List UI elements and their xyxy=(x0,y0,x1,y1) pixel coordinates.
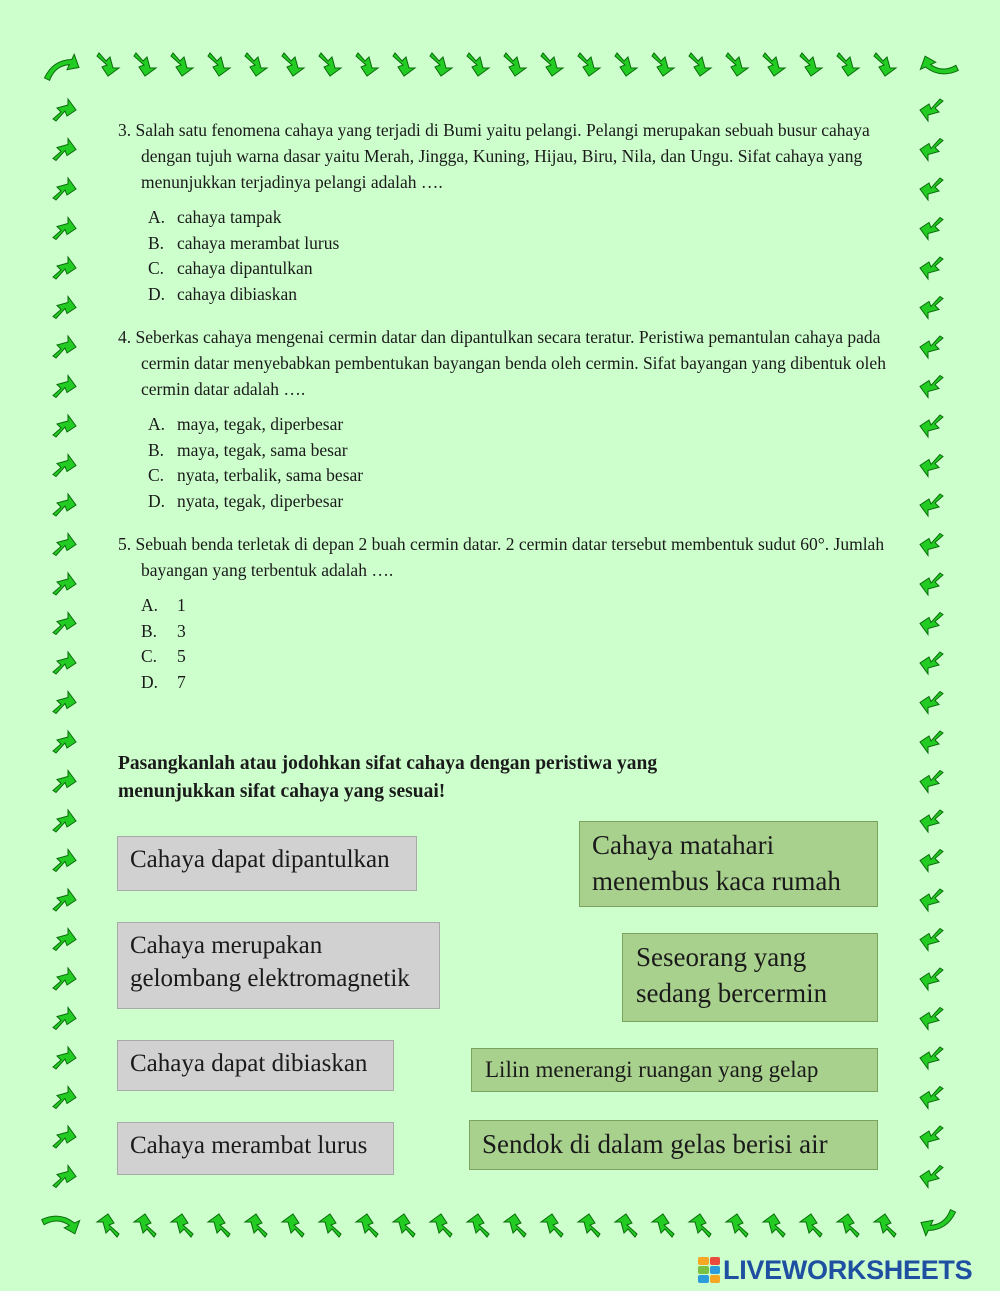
border-arrow-top xyxy=(319,53,341,76)
border-arrow-top xyxy=(837,53,859,76)
border-arrow-top xyxy=(763,53,785,76)
border-arrow-top xyxy=(652,53,674,76)
match-right-card-3[interactable]: Lilin menerangi ruangan yang gelap xyxy=(471,1048,878,1092)
border-arrow-bottom xyxy=(282,1214,304,1237)
border-arrow-right xyxy=(920,415,943,437)
border-arrow-top xyxy=(578,53,600,76)
border-arrow-bottom xyxy=(837,1214,859,1237)
border-arrow-left xyxy=(53,1166,76,1188)
border-arrow-left xyxy=(53,1008,76,1030)
border-arrow-right xyxy=(920,731,943,753)
border-arrow-left xyxy=(53,99,76,121)
border-corner-swoosh xyxy=(40,1208,79,1235)
border-arrow-top xyxy=(356,53,378,76)
border-arrow-right xyxy=(920,850,943,872)
border-arrow-bottom xyxy=(504,1214,526,1237)
border-arrow-bottom xyxy=(800,1214,822,1237)
border-arrow-left xyxy=(53,297,76,319)
border-arrow-right xyxy=(920,1047,943,1069)
match-right-card-4[interactable]: Sendok di dalam gelas berisi air xyxy=(469,1120,878,1170)
match-left-card-2[interactable]: Cahaya merupakan gelombang elektromagnetik xyxy=(117,922,440,1009)
border-arrow-top xyxy=(97,53,119,76)
question-4-options xyxy=(148,412,888,515)
border-arrow-top xyxy=(615,53,637,76)
question-3-option-a[interactable]: A. cahaya tampak xyxy=(148,207,282,227)
border-arrow-left xyxy=(53,336,76,358)
border-arrow-top xyxy=(800,53,822,76)
border-arrow-right xyxy=(920,178,943,200)
border-arrow-right xyxy=(920,218,943,240)
matching-instruction: Pasangkanlah atau jodohkan sifat cahaya dengan peristiwa yang menunjukkan sifat cahaya yang sesuai! xyxy=(118,753,658,802)
border-arrow-bottom xyxy=(726,1214,748,1237)
border-arrow-top xyxy=(504,53,526,76)
border-arrow-left xyxy=(53,1126,76,1148)
border-arrow-bottom xyxy=(541,1214,563,1237)
question-5-option-d[interactable]: D. 7 xyxy=(141,672,186,693)
border-arrow-bottom xyxy=(208,1214,230,1237)
border-arrow-left xyxy=(53,1087,76,1109)
question-4-option-b[interactable]: B. maya, tegak, sama besar xyxy=(148,439,348,460)
border-arrow-left xyxy=(53,929,76,951)
border-arrow-left xyxy=(53,652,76,674)
border-arrow-right xyxy=(920,336,943,358)
question-3-options xyxy=(148,205,888,308)
border-arrow-right xyxy=(920,613,943,635)
border-arrow-top xyxy=(393,53,415,76)
question-3-text: 3. Salah satu fenomena cahaya yang terjadi di Bumi yaitu pelangi. Pelangi merupakan sebuah busur cahaya dengan tujuh warna dasar yaitu Merah, Jingga, Kuning, Hijau, Biru, Nila, dan Ungu. Sifat cahaya yang menunjukkan terjadinya pelangi adalah …. xyxy=(118,120,870,192)
border-arrow-bottom xyxy=(97,1214,119,1237)
border-arrow-right xyxy=(920,534,943,556)
border-arrow-bottom xyxy=(578,1214,600,1237)
border-arrow-bottom xyxy=(874,1214,896,1237)
border-arrow-right xyxy=(920,968,943,990)
question-5-option-c[interactable]: C. 5 xyxy=(141,646,186,667)
liveworksheets-logo-text: LIVEWORKSHEETS xyxy=(723,1254,973,1285)
border-arrow-left xyxy=(53,810,76,832)
border-arrow-right xyxy=(920,99,943,121)
border-arrow-bottom xyxy=(245,1214,267,1237)
border-corner-swoosh xyxy=(40,54,79,81)
match-left-card-4[interactable]: Cahaya merambat lurus xyxy=(117,1122,394,1175)
question-5-text: 5. Sebuah benda terletak di depan 2 buah cermin datar. 2 cermin datar tersebut membentuk sudut 60°. Jumlah bayangan yang terbentuk adalah …. xyxy=(118,534,885,580)
border-arrow-bottom xyxy=(134,1214,156,1237)
border-arrow-top xyxy=(430,53,452,76)
question-4-option-c[interactable]: C. nyata, terbalik, sama besar xyxy=(148,465,364,486)
question-5-option-a[interactable]: A. 1 xyxy=(141,595,186,615)
border-arrow-top xyxy=(134,53,156,76)
question-3-option-b[interactable]: B. cahaya merambat lurus xyxy=(148,232,340,253)
question-5-option-b[interactable]: B. 3 xyxy=(141,620,186,641)
border-arrow-bottom xyxy=(763,1214,785,1237)
border-arrow-left xyxy=(53,455,76,477)
question-3 xyxy=(118,117,888,308)
question-3-option-d[interactable]: D. cahaya dibiaskan xyxy=(148,284,298,305)
border-arrow-left xyxy=(53,968,76,990)
border-arrow-left xyxy=(53,178,76,200)
border-arrow-left xyxy=(53,613,76,635)
border-corner-swoosh xyxy=(920,1208,959,1235)
border-arrow-right xyxy=(920,1008,943,1030)
border-arrow-top xyxy=(726,53,748,76)
border-arrow-right xyxy=(920,929,943,951)
border-arrow-left xyxy=(53,1047,76,1069)
border-corner-swoosh xyxy=(920,54,959,81)
border-arrow-right xyxy=(920,297,943,319)
border-arrow-left xyxy=(53,534,76,556)
question-5-options xyxy=(141,593,888,696)
border-arrow-bottom xyxy=(652,1214,674,1237)
border-arrow-right xyxy=(920,889,943,911)
border-arrow-right xyxy=(920,257,943,279)
border-arrow-bottom xyxy=(171,1214,193,1237)
question-3-option-c[interactable]: C. cahaya dipantulkan xyxy=(148,258,313,279)
border-arrow-bottom xyxy=(689,1214,711,1237)
border-arrow-right xyxy=(920,494,943,516)
border-arrow-left xyxy=(53,415,76,437)
question-4-option-d[interactable]: D. nyata, tegak, diperbesar xyxy=(148,491,344,512)
liveworksheets-logo[interactable] xyxy=(698,1253,972,1287)
border-arrow-left xyxy=(53,692,76,714)
border-arrow-top xyxy=(282,53,304,76)
border-arrow-top xyxy=(874,53,896,76)
border-arrow-left xyxy=(53,494,76,516)
border-arrow-bottom xyxy=(393,1214,415,1237)
match-left-card-3[interactable]: Cahaya dapat dibiaskan xyxy=(117,1040,394,1091)
border-arrow-top xyxy=(171,53,193,76)
border-arrow-top xyxy=(245,53,267,76)
border-arrow-bottom xyxy=(430,1214,452,1237)
question-5 xyxy=(118,531,888,696)
border-arrow-bottom xyxy=(467,1214,489,1237)
border-arrow-top xyxy=(467,53,489,76)
border-arrow-right xyxy=(920,1166,943,1188)
border-arrow-left xyxy=(53,889,76,911)
border-arrow-left xyxy=(53,376,76,398)
border-arrow-right xyxy=(920,692,943,714)
border-arrow-right xyxy=(920,1087,943,1109)
match-left-card-1[interactable]: Cahaya dapat dipantulkan xyxy=(117,836,417,891)
border-arrow-bottom xyxy=(319,1214,341,1237)
border-arrow-bottom xyxy=(356,1214,378,1237)
match-right-card-2[interactable]: Seseorang yang sedang bercermin xyxy=(622,933,878,1022)
match-right-card-1[interactable]: Cahaya matahari menembus kaca rumah xyxy=(579,821,878,907)
border-arrow-top xyxy=(541,53,563,76)
border-arrow-right xyxy=(920,771,943,793)
border-arrow-right xyxy=(920,376,943,398)
border-arrow-right xyxy=(920,455,943,477)
border-arrow-right xyxy=(920,573,943,595)
border-arrow-left xyxy=(53,139,76,161)
border-arrow-left xyxy=(53,257,76,279)
border-arrow-top xyxy=(689,53,711,76)
question-4-text: 4. Seberkas cahaya mengenai cermin datar dan dipantulkan secara teratur. Peristiwa pemantulan cahaya pada cermin datar menyebabkan pembentukan bayangan benda oleh cermin. Sifat bayangan yang dibentuk oleh cermin datar adalah …. xyxy=(118,327,886,399)
border-arrow-left xyxy=(53,731,76,753)
border-arrow-left xyxy=(53,771,76,793)
border-arrow-bottom xyxy=(615,1214,637,1237)
border-arrow-right xyxy=(920,1126,943,1148)
question-4 xyxy=(118,324,888,515)
border-arrow-left xyxy=(53,218,76,240)
border-arrow-left xyxy=(53,850,76,872)
liveworksheets-logo-mark-icon xyxy=(698,1257,720,1283)
border-arrow-right xyxy=(920,139,943,161)
question-4-option-a[interactable]: A. maya, tegak, diperbesar xyxy=(148,414,344,434)
border-arrow-left xyxy=(53,573,76,595)
border-arrow-top xyxy=(208,53,230,76)
border-arrow-right xyxy=(920,652,943,674)
border-arrow-right xyxy=(920,810,943,832)
